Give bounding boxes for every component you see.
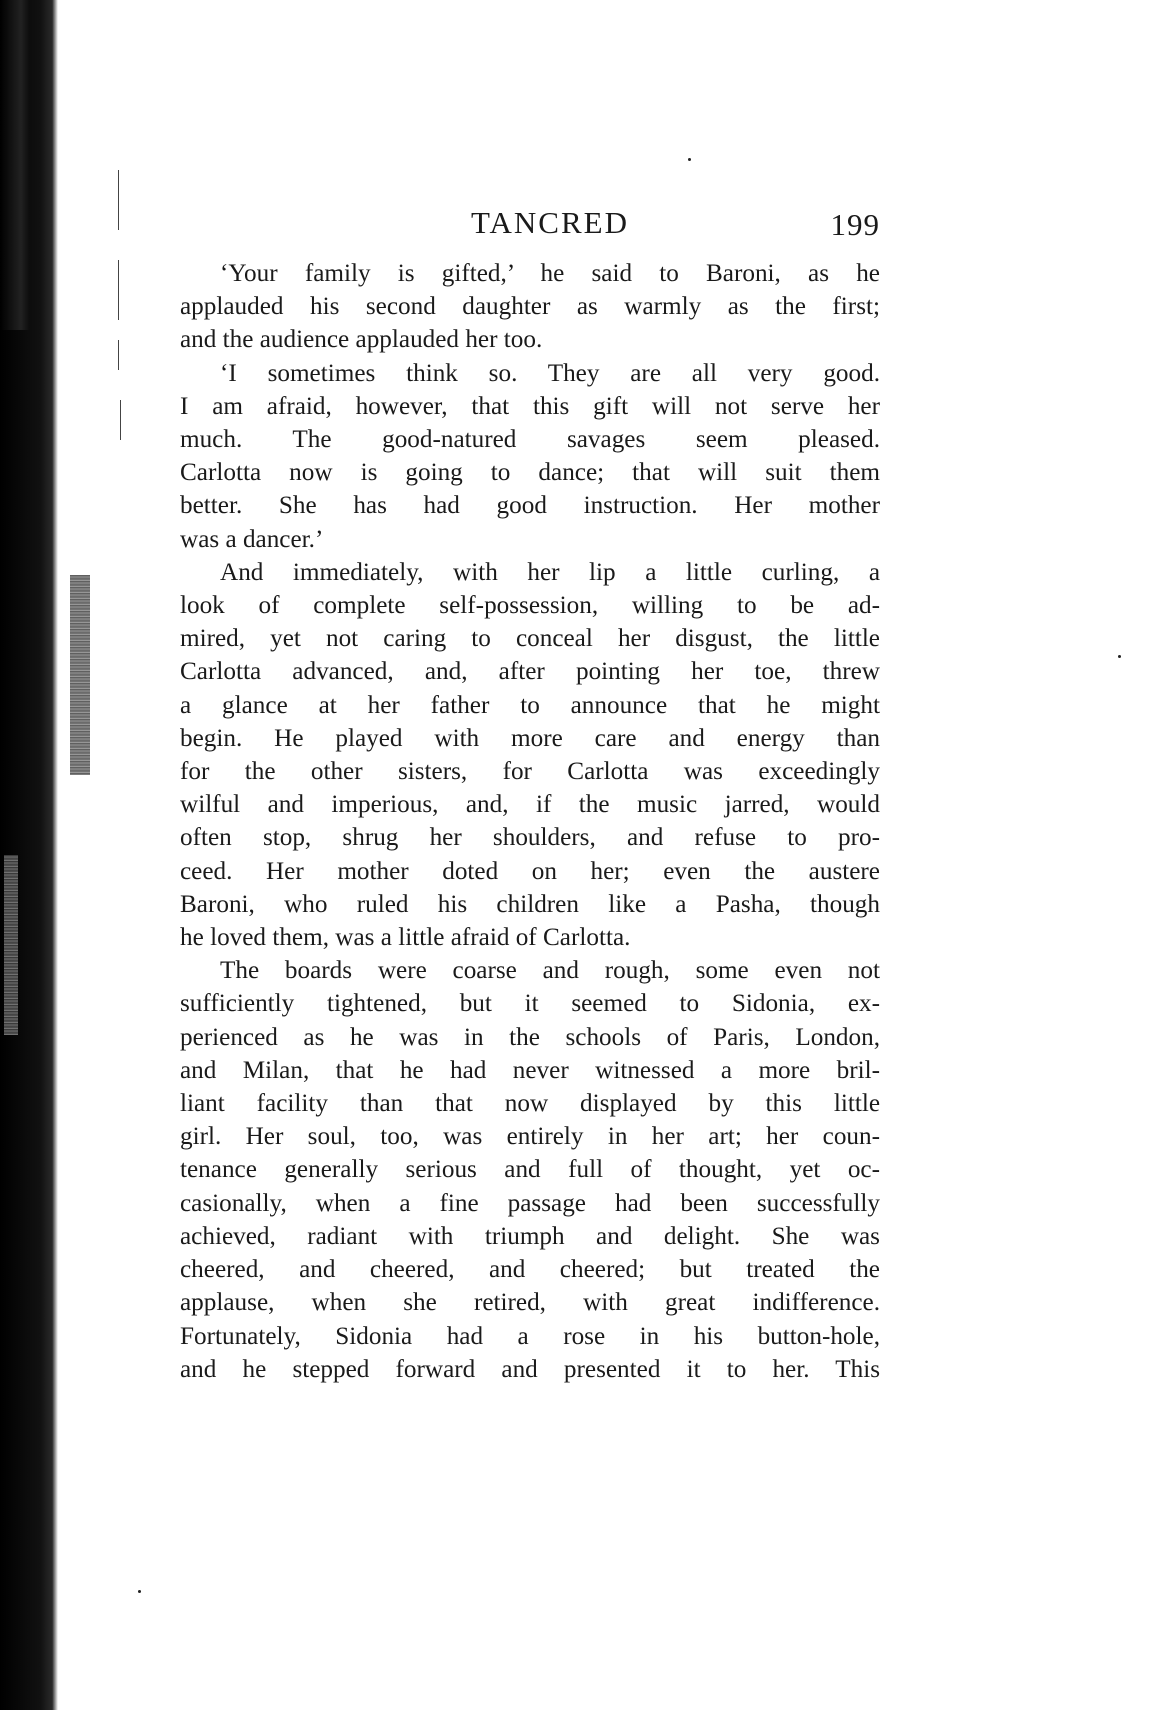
scan-speck (138, 1590, 141, 1593)
text-line: was a dancer.’ (180, 525, 324, 553)
scan-artifact-line (118, 260, 119, 320)
text-line: much. The good-natured savages seem pleased. (180, 426, 880, 454)
text-line: mired, yet not caring to conceal her disgust, the little (180, 625, 880, 653)
text-line: girl. Her soul, too, was entirely in her art; her coun- (180, 1123, 880, 1151)
book-page (180, 205, 880, 1386)
text-line: achieved, radiant with triumph and delight. She was (180, 1222, 880, 1250)
text-line: begin. He played with more care and energy than (180, 724, 880, 752)
text-line: applause, when she retired, with great indifference. (180, 1289, 880, 1317)
text-line: better. She has had good instruction. Her mother (180, 492, 880, 520)
text-line: The boards were coarse and rough, some even not (220, 957, 880, 985)
text-line: cheered, and cheered, and cheered; but treated the (180, 1256, 880, 1284)
text-line: and the audience applauded her too. (180, 326, 543, 354)
paragraph (180, 257, 880, 357)
scan-edge-top (0, 0, 30, 330)
page-number: 199 (830, 207, 880, 242)
text-line: and Milan, that he had never witnessed a more bril- (180, 1056, 880, 1084)
text-line: casionally, when a fine passage had been successfully (180, 1189, 880, 1217)
text-line: a glance at her father to announce that he might (180, 691, 880, 719)
text-line: applauded his second daughter as warmly as the first; (180, 293, 880, 321)
paragraph (180, 556, 880, 954)
body-text (180, 257, 880, 1386)
text-line: Fortunately, Sidonia had a rose in his button-hole, (180, 1322, 880, 1350)
text-line: he loved them, was a little afraid of Carlotta. (180, 924, 631, 952)
scan-speck (1118, 655, 1121, 658)
scan-artifact-line (118, 170, 119, 230)
text-line: ceed. Her mother doted on her; even the austere (180, 857, 880, 885)
text-line: tenance generally serious and full of thought, yet oc- (180, 1156, 880, 1184)
paragraph (180, 357, 880, 556)
text-line: ‘Your family is gifted,’ he said to Baroni, as he (220, 260, 880, 287)
text-line: wilful and imperious, and, if the music jarred, would (180, 791, 880, 819)
text-line: perienced as he was in the schools of Paris, London, (180, 1023, 880, 1051)
text-line: liant facility than that now displayed by this little (180, 1090, 880, 1118)
scan-artifact-stripe (4, 855, 18, 1035)
scan-speck (688, 158, 691, 161)
scan-artifact-line (118, 340, 119, 370)
paragraph (180, 954, 880, 1386)
text-line: Baroni, who ruled his children like a Pasha, though (180, 890, 880, 918)
text-line: and he stepped forward and presented it to her. This (180, 1355, 880, 1383)
scan-artifact-line (120, 400, 121, 440)
text-line: often stop, shrug her shoulders, and refuse to pro- (180, 824, 880, 852)
text-line: And immediately, with her lip a little curling, a (220, 558, 880, 586)
text-line: for the other sisters, for Carlotta was exceedingly (180, 758, 880, 786)
running-title: TANCRED (471, 205, 629, 240)
text-line: I am afraid, however, that this gift will not serve her (180, 392, 880, 420)
running-head (180, 205, 880, 245)
text-line: sufficiently tightened, but it seemed to Sidonia, ex- (180, 990, 880, 1018)
text-line: ‘I sometimes think so. They are all very good. (220, 359, 880, 387)
text-line: look of complete self-possession, willing to be ad- (180, 592, 880, 620)
text-line: Carlotta advanced, and, after pointing her toe, threw (180, 658, 880, 686)
text-line: Carlotta now is going to dance; that will suit them (180, 459, 880, 487)
scan-artifact-stripe (70, 575, 90, 775)
